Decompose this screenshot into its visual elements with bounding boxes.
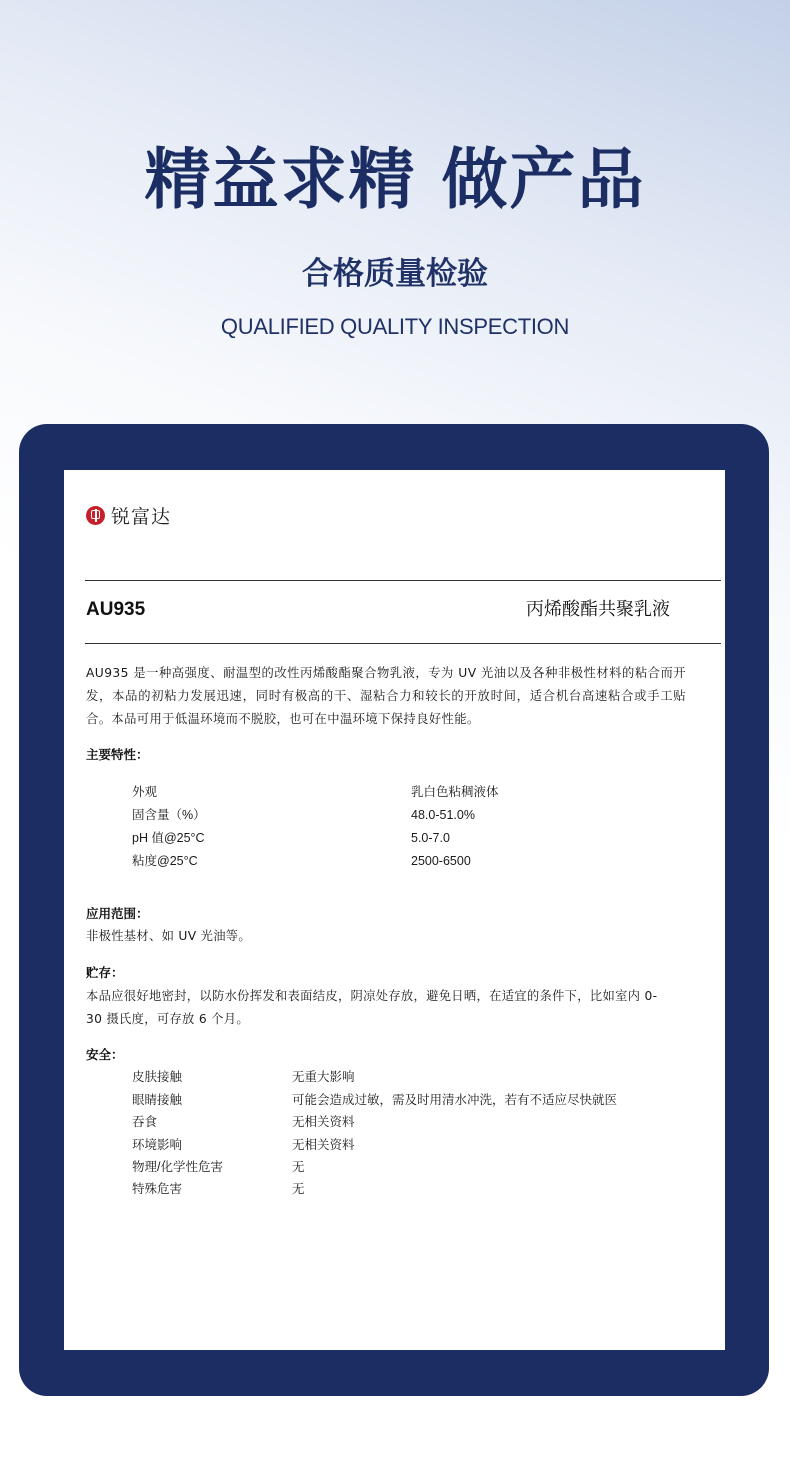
safety-key: 物理/化学性危害 <box>132 1160 223 1174</box>
hero-subtitle-en: QUALIFIED QUALITY INSPECTION <box>220 314 570 339</box>
safety-value: 无相关资料 <box>292 1138 355 1152</box>
header-rule-bottom <box>85 643 721 644</box>
property-value: 5.0-7.0 <box>411 831 450 845</box>
safety-value: 无 <box>292 1160 305 1174</box>
storage-heading: 贮存： <box>86 965 124 980</box>
safety-key: 眼睛接触 <box>132 1093 183 1107</box>
brand-logo <box>86 502 171 528</box>
safety-key: 皮肤接触 <box>132 1070 183 1084</box>
property-key: 固含量（%） <box>132 808 206 822</box>
safety-value: 可能会造成过敏，需及时用清水冲洗，若有不适应尽快就医 <box>292 1093 618 1107</box>
product-description: AU935 是一种高强度、耐温型的改性丙烯酸酯聚合物乳液，专为 UV 光油以及各种非极性材料的粘合而开发，本品的初粘力发展迅速，同时有极高的干、湿粘合力和较长的开放时间，适合机台高速粘合或手工贴合。本品可用于低温环境而不脱胶，也可在中温环境下保持良好性能。 <box>86 666 686 726</box>
product-name: 丙烯酸酯共聚乳液 <box>526 599 670 620</box>
brand-name: 锐富达 <box>111 505 172 528</box>
hero-title: 精益求精 做产品 <box>144 141 646 218</box>
header-rule-top <box>85 580 721 581</box>
safety-key: 特殊危害 <box>132 1182 183 1196</box>
property-key: 外观 <box>132 785 158 799</box>
safety-heading: 安全： <box>86 1047 124 1062</box>
safety-value: 无 <box>292 1182 305 1196</box>
safety-value: 无重大影响 <box>292 1070 355 1084</box>
hero-subtitle: 合格质量检验 <box>302 256 488 292</box>
properties-heading: 主要特性： <box>86 747 149 762</box>
safety-key: 吞食 <box>132 1115 158 1129</box>
brand-logo-icon <box>86 506 105 525</box>
property-value: 48.0-51.0% <box>411 808 475 822</box>
application-heading: 应用范围： <box>86 906 149 921</box>
property-key: 粘度@25°C <box>132 854 198 868</box>
safety-key: 环境影响 <box>132 1138 183 1152</box>
product-code: AU935 <box>86 599 146 620</box>
property-value: 乳白色粘稠液体 <box>411 785 499 799</box>
property-value: 2500-6500 <box>411 854 471 868</box>
application-text: 非极性基材、如 UV 光油等。 <box>86 929 251 943</box>
property-key: pH 值@25°C <box>132 831 205 845</box>
storage-text: 本品应很好地密封，以防水份挥发和表面结皮，阴凉处存放，避免日晒，在适宜的条件下，比如室内 0-30 摄氏度，可存放 6 个月。 <box>86 989 658 1026</box>
spec-sheet <box>64 470 725 1350</box>
safety-value: 无相关资料 <box>292 1115 355 1129</box>
